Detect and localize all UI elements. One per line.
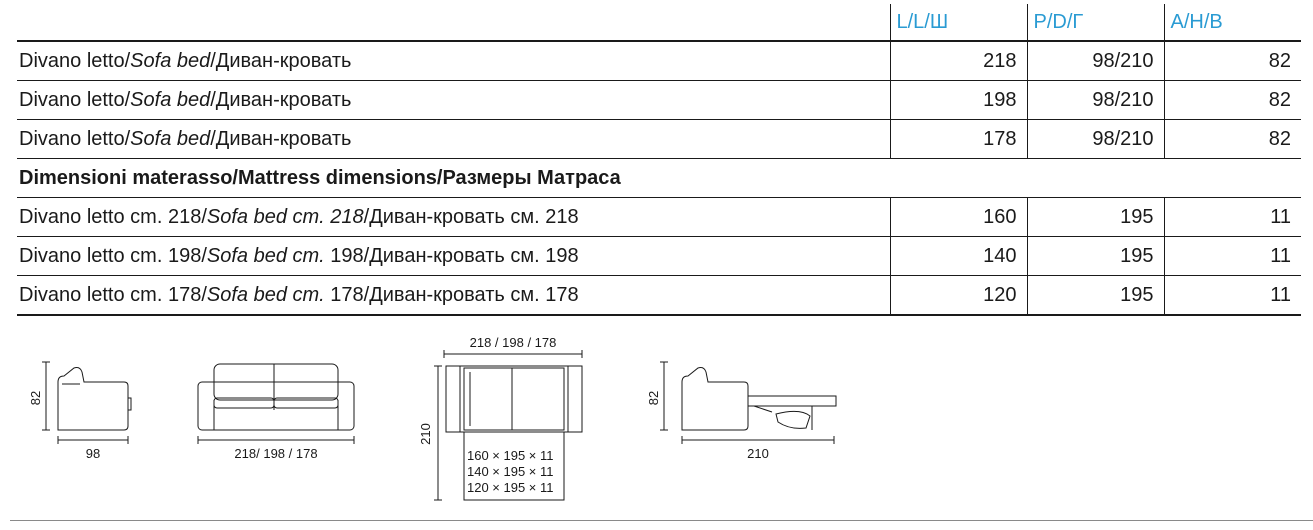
mattress-size-3: 120 × 195 × 11	[467, 480, 554, 495]
row-label: Divano letto cm. 198/Sofa bed cm. 198/Диван-кровать см. 198	[17, 237, 890, 276]
mattress-size-2: 140 × 195 × 11	[467, 464, 554, 479]
open-height-label: 82	[646, 390, 661, 406]
row-label: Divano letto cm. 218/Sofa bed cm. 218/Диван-кровать см. 218	[17, 198, 890, 237]
row-height: 82	[1164, 120, 1301, 159]
row-width: 178	[890, 120, 1027, 159]
row-label: Divano letto/Sofa bed/Диван-кровать	[17, 120, 890, 159]
side-height-label: 82	[28, 390, 43, 406]
row-label: Divano letto/Sofa bed/Диван-кровать	[17, 81, 890, 120]
row-label: Divano letto cm. 178/Sofa bed cm. 178/Диван-кровать см. 178	[17, 276, 890, 316]
row-depth: 98/210	[1027, 81, 1164, 120]
table-row	[17, 120, 1301, 159]
row-depth: 195	[1027, 198, 1164, 237]
bottom-divider	[10, 520, 1313, 521]
section-title: Dimensioni materasso/Mattress dimensions/Размеры Матраса	[17, 159, 1301, 198]
open-length-label: 210	[747, 446, 769, 461]
row-height: 11	[1164, 237, 1301, 276]
row-height: 11	[1164, 276, 1301, 316]
table-row	[17, 41, 1301, 81]
open-side-view-drawing	[660, 362, 836, 444]
row-width: 160	[890, 198, 1027, 237]
header-depth: P/D/Г	[1027, 4, 1164, 41]
row-width: 198	[890, 81, 1027, 120]
table-header-row	[17, 4, 1301, 41]
top-length-label: 210	[418, 423, 433, 445]
row-width: 120	[890, 276, 1027, 316]
row-depth: 195	[1027, 237, 1164, 276]
row-height: 82	[1164, 41, 1301, 81]
row-depth: 195	[1027, 276, 1164, 316]
row-depth: 98/210	[1027, 41, 1164, 81]
row-width: 140	[890, 237, 1027, 276]
table-row	[17, 198, 1301, 237]
row-height: 82	[1164, 81, 1301, 120]
front-view-drawing	[198, 364, 354, 444]
table-row	[17, 237, 1301, 276]
side-depth-label: 98	[85, 446, 101, 461]
side-view-drawing	[42, 362, 131, 444]
dimensions-table	[17, 4, 1301, 316]
table-row	[17, 276, 1301, 316]
front-width-label: 218/ 198 / 178	[234, 446, 318, 461]
row-width: 218	[890, 41, 1027, 81]
header-width: L/L/Ш	[890, 4, 1027, 41]
row-label: Divano letto/Sofa bed/Диван-кровать	[17, 41, 890, 81]
row-depth: 98/210	[1027, 120, 1164, 159]
table-row	[17, 81, 1301, 120]
mattress-size-1: 160 × 195 × 11	[467, 448, 554, 463]
header-blank	[17, 4, 890, 41]
row-height: 11	[1164, 198, 1301, 237]
header-height: A/H/B	[1164, 4, 1301, 41]
top-width-label: 218 / 198 / 178	[469, 335, 557, 350]
technical-drawings	[0, 322, 1313, 522]
section-row	[17, 159, 1301, 198]
